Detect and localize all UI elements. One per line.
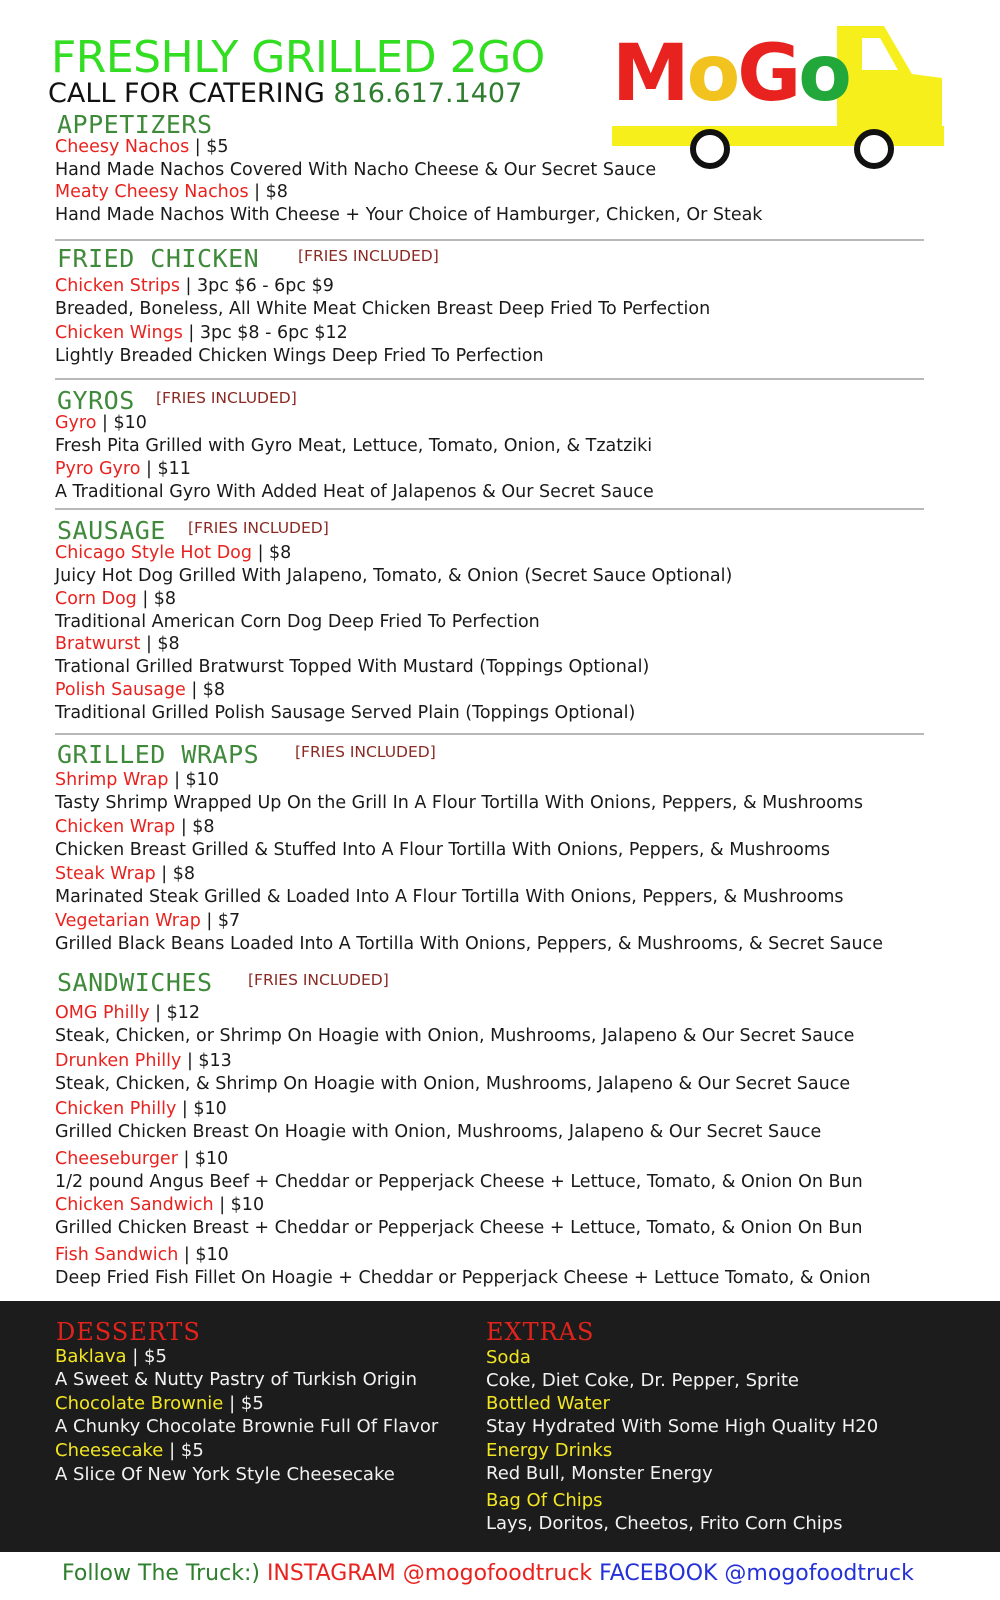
item-price: | $8 <box>175 817 215 837</box>
truck-wheel-icon <box>857 132 891 166</box>
item-price: | $8 <box>185 680 226 700</box>
item-name: Cheesecake <box>55 1440 164 1461</box>
item-name: Cheeseburger <box>55 1149 178 1169</box>
grilled-wraps-title: GRILLED WRAPS <box>57 740 260 769</box>
menu-item <box>55 636 180 654</box>
appetizers-title: APPETIZERS <box>57 110 213 139</box>
catering-line <box>48 80 522 107</box>
fries-included-tag: [FRIES INCLUDED] <box>188 519 329 537</box>
item-name: Steak Wrap <box>55 864 156 884</box>
extras-title: EXTRAS <box>486 1318 595 1346</box>
instagram-link[interactable]: INSTAGRAM @mogofoodtruck <box>266 1561 593 1586</box>
item-name: Cheesy Nachos <box>55 137 190 157</box>
section-divider <box>55 508 924 510</box>
item-price: | $5 <box>126 1346 167 1367</box>
fries-included-tag: [FRIES INCLUDED] <box>156 389 297 407</box>
item-description: Steak, Chicken, & Shrimp On Hoagie with Onion, Mushrooms, Jalapeno & Our Secret Sauce <box>55 1074 851 1094</box>
item-price: | $8 <box>136 589 177 609</box>
section-divider <box>55 239 924 241</box>
menu-item <box>55 1151 228 1169</box>
desserts-title: DESSERTS <box>56 1318 201 1346</box>
item-name: Chicago Style Hot Dog <box>55 543 252 563</box>
item-price: | $5 <box>163 1440 204 1461</box>
menu-item <box>55 1197 264 1215</box>
item-description: Lightly Breaded Chicken Wings Deep Fried To Perfection <box>55 346 544 366</box>
item-name: Chocolate Brownie <box>55 1393 224 1414</box>
menu-item <box>55 461 191 479</box>
logo-m: M <box>612 29 687 119</box>
item-description: Fresh Pita Grilled with Gyro Meat, Lettuce, Tomato, Onion, & Tzatziki <box>55 436 653 456</box>
menu-item <box>55 1101 227 1119</box>
menu-item <box>55 184 288 202</box>
item-price: | $10 <box>177 1149 229 1169</box>
item-price: | $11 <box>140 459 191 479</box>
item-name: Chicken Sandwich <box>55 1195 214 1215</box>
menu-item <box>55 278 334 296</box>
item-price: | $13 <box>181 1051 232 1071</box>
item-price: | $12 <box>149 1003 201 1023</box>
menu-item <box>55 139 229 157</box>
item-name: Vegetarian Wrap <box>55 911 201 931</box>
menu-item <box>55 819 215 837</box>
item-price: | $10 <box>178 1245 229 1265</box>
item-name: Drunken Philly <box>55 1051 182 1071</box>
item-name: Chicken Philly <box>55 1099 177 1119</box>
social-footer <box>62 1563 914 1585</box>
fries-included-tag: [FRIES INCLUDED] <box>298 247 439 265</box>
section-divider <box>55 378 924 380</box>
item-name: OMG Philly <box>55 1003 150 1023</box>
menu-item <box>55 1053 232 1071</box>
item-price: | $5 <box>223 1393 264 1414</box>
item-name: Pyro Gyro <box>55 459 141 479</box>
item-name: Energy Drinks <box>486 1440 613 1461</box>
item-description: Coke, Diet Coke, Dr. Pepper, Sprite <box>486 1370 799 1391</box>
item-description: Tasty Shrimp Wrapped Up On the Grill In A Flour Tortilla With Onions, Peppers, & Mushrooms <box>55 793 863 813</box>
item-name: Bottled Water <box>486 1393 610 1414</box>
item-price: | $8 <box>155 864 195 884</box>
item-name: Corn Dog <box>55 589 137 609</box>
item-name: Bratwurst <box>55 634 141 654</box>
menu-item <box>55 1247 229 1265</box>
item-description: Stay Hydrated With Some High Quality H20 <box>486 1416 879 1437</box>
truck-wheel-icon <box>693 132 727 166</box>
item-description: A Chunky Chocolate Brownie Full Of Flavor <box>55 1416 439 1437</box>
catering-phone[interactable]: 816.617.1407 <box>333 78 523 109</box>
fries-included-tag: [FRIES INCLUDED] <box>248 971 389 989</box>
fries-included-tag: [FRIES INCLUDED] <box>295 743 436 761</box>
menu-item <box>55 772 219 790</box>
item-price: | $10 <box>96 413 147 433</box>
item-description: A Traditional Gyro With Added Heat of Jalapenos & Our Secret Sauce <box>55 482 654 502</box>
item-price: | 3pc $8 - 6pc $12 <box>182 323 348 343</box>
item-description: Grilled Chicken Breast + Cheddar or Pepperjack Cheese + Lettuce, Tomato, & Onion On Bun <box>55 1218 863 1238</box>
fried-chicken-title: FRIED CHICKEN <box>57 244 260 273</box>
sausage-title: SAUSAGE <box>57 516 166 545</box>
item-name: Chicken Wrap <box>55 817 176 837</box>
menu-item <box>55 1348 167 1366</box>
menu-headline: FRESHLY GRILLED 2GO <box>51 32 545 83</box>
item-price: | $8 <box>248 182 288 202</box>
item-description: Chicken Breast Grilled & Stuffed Into A Flour Tortilla With Onions, Peppers, & Mushrooms <box>55 840 831 860</box>
item-name: Bag Of Chips <box>486 1490 603 1511</box>
item-price: | $10 <box>168 770 219 790</box>
facebook-link[interactable]: FACEBOOK @mogofoodtruck <box>599 1561 914 1586</box>
item-price: | $10 <box>176 1099 227 1119</box>
truck-base <box>612 126 944 146</box>
item-price: | $10 <box>213 1195 265 1215</box>
menu-item <box>55 325 348 343</box>
menu-item <box>55 591 176 609</box>
item-description: Grilled Chicken Breast On Hoagie with Onion, Mushrooms, Jalapeno & Our Secret Sauce <box>55 1122 822 1142</box>
item-description: Deep Fried Fish Fillet On Hoagie + Cheddar or Pepperjack Cheese + Lettuce Tomato, & Onion <box>55 1268 871 1288</box>
item-description: A Sweet & Nutty Pastry of Turkish Origin <box>55 1369 417 1390</box>
item-name: Chicken Strips <box>55 276 180 296</box>
item-description: Hand Made Nachos With Cheese + Your Choice of Hamburger, Chicken, Or Steak <box>55 205 763 225</box>
item-name: Shrimp Wrap <box>55 770 169 790</box>
item-description: Hand Made Nachos Covered With Nacho Cheese & Our Secret Sauce <box>55 160 657 180</box>
menu-item <box>55 545 291 563</box>
menu-item <box>55 682 225 700</box>
gyros-title: GYROS <box>57 386 135 415</box>
item-description: Traditional American Corn Dog Deep Fried To Perfection <box>55 612 540 632</box>
menu-item <box>55 415 147 433</box>
item-description: Breaded, Boneless, All White Meat Chicken Breast Deep Fried To Perfection <box>55 299 711 319</box>
item-name: Fish Sandwich <box>55 1245 179 1265</box>
item-description: Steak, Chicken, or Shrimp On Hoagie with Onion, Mushrooms, Jalapeno & Our Secret Sauce <box>55 1026 855 1046</box>
desserts-extras-panel <box>0 1301 1000 1552</box>
item-price: | 3pc $6 - 6pc $9 <box>179 276 334 296</box>
item-description: Marinated Steak Grilled & Loaded Into A Flour Tortilla With Onions, Peppers, & Mushrooms <box>55 887 844 907</box>
item-description: Grilled Black Beans Loaded Into A Tortilla With Onions, Peppers, & Mushrooms, & Secret Sauce <box>55 934 883 954</box>
item-description: Red Bull, Monster Energy <box>486 1463 713 1484</box>
item-name: Gyro <box>55 413 97 433</box>
item-name: Polish Sausage <box>55 680 186 700</box>
mogo-truck-logo <box>612 18 964 178</box>
svg-text:MoGo: MoGo <box>612 29 849 119</box>
catering-label: CALL FOR CATERING <box>48 78 325 109</box>
menu-item <box>55 913 240 931</box>
sandwiches-title: SANDWICHES <box>57 968 213 997</box>
item-name: Soda <box>486 1347 531 1368</box>
item-price: | $7 <box>200 911 241 931</box>
menu-item <box>55 1395 264 1413</box>
item-price: | $5 <box>189 137 229 157</box>
truck-cab-icon <box>837 26 942 126</box>
follow-label: Follow The Truck:) <box>62 1561 260 1586</box>
item-name: Chicken Wings <box>55 323 183 343</box>
item-price: | $8 <box>252 543 292 563</box>
menu-item <box>55 866 195 884</box>
menu-item <box>55 1005 200 1023</box>
item-name: Baklava <box>55 1346 127 1367</box>
item-description: Traditional Grilled Polish Sausage Served Plain (Toppings Optional) <box>55 703 636 723</box>
item-name: Meaty Cheesy Nachos <box>55 182 249 202</box>
menu-item <box>55 1442 204 1460</box>
item-price: | $8 <box>140 634 180 654</box>
item-description: Trational Grilled Bratwurst Topped With Mustard (Toppings Optional) <box>55 657 650 677</box>
item-description: Lays, Doritos, Cheetos, Frito Corn Chips <box>486 1513 843 1534</box>
item-description: Juicy Hot Dog Grilled With Jalapeno, Tomato, & Onion (Secret Sauce Optional) <box>55 566 733 586</box>
item-description: 1/2 pound Angus Beef + Cheddar or Pepperjack Cheese + Lettuce, Tomato, & Onion On Bun <box>55 1172 863 1192</box>
section-divider <box>55 733 924 735</box>
item-description: A Slice Of New York Style Cheesecake <box>55 1464 395 1485</box>
